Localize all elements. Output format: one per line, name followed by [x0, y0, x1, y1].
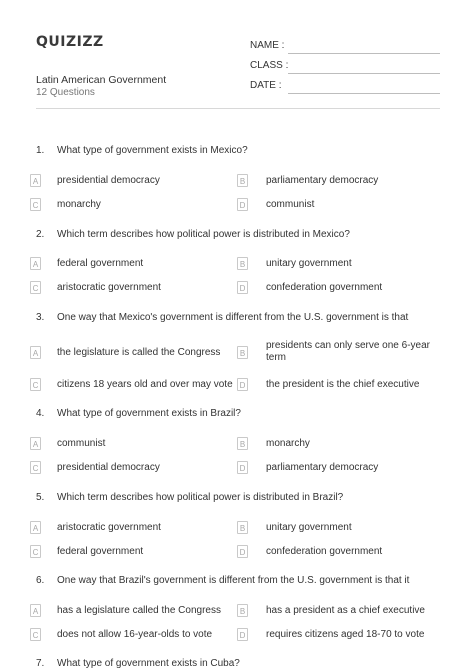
question-3-number: 3.	[36, 312, 45, 323]
name-label: NAME :	[250, 40, 285, 51]
class-line	[288, 73, 440, 74]
question-5-text: Which term describes how political power is distributed in Brazil?	[57, 492, 344, 503]
q6-option-b-box[interactable]: B	[237, 604, 248, 617]
question-4-text: What type of government exists in Brazil?	[57, 408, 241, 419]
question-5-number: 5.	[36, 492, 45, 503]
q4-option-b-box[interactable]: B	[237, 437, 248, 450]
question-7-number: 7.	[36, 658, 45, 669]
q4-option-a-text: communist	[57, 438, 106, 449]
q1-option-b-text: parliamentary democracy	[266, 175, 379, 186]
q6-option-a-box[interactable]: A	[30, 604, 41, 617]
question-2-text: Which term describes how political power is distributed in Mexico?	[57, 229, 350, 240]
question-1-text: What type of government exists in Mexico?	[57, 145, 248, 156]
q2-option-a-text: federal government	[57, 258, 144, 269]
q4-option-d-box[interactable]: D	[237, 461, 248, 474]
date-line	[288, 93, 440, 94]
question-1-number: 1.	[36, 145, 45, 156]
q3-option-b-box[interactable]: B	[237, 346, 248, 359]
quizizz-logo: QUIZIZZ	[36, 34, 104, 50]
q1-option-c-box[interactable]: C	[30, 198, 41, 211]
worksheet-title: Latin American Government	[36, 74, 167, 86]
question-7-text: What type of government exists in Cuba?	[57, 658, 240, 669]
q6-option-a-text: has a legislature called the Congress	[57, 605, 221, 616]
q2-option-b-text: unitary government	[266, 258, 352, 269]
q5-option-b-box[interactable]: B	[237, 521, 248, 534]
q4-option-c-box[interactable]: C	[30, 461, 41, 474]
q4-option-c-text: presidential democracy	[57, 462, 160, 473]
q2-option-c-box[interactable]: C	[30, 281, 41, 294]
q5-option-a-text: aristocratic government	[57, 522, 161, 533]
q1-option-d-text: communist	[266, 199, 315, 210]
q3-option-d-box[interactable]: D	[237, 378, 248, 391]
class-field[interactable]	[250, 60, 440, 74]
q1-option-c-text: monarchy	[57, 199, 101, 210]
date-field[interactable]	[250, 80, 440, 94]
q2-option-b-box[interactable]: B	[237, 257, 248, 270]
question-4-number: 4.	[36, 408, 45, 419]
q2-option-d-box[interactable]: D	[237, 281, 248, 294]
question-6-number: 6.	[36, 575, 45, 586]
q1-option-d-box[interactable]: D	[237, 198, 248, 211]
q4-option-d-text: parliamentary democracy	[266, 462, 379, 473]
question-count: 12 Questions	[36, 87, 95, 98]
question-2-number: 2.	[36, 229, 45, 240]
q3-option-c-text: citizens 18 years old and over may vote	[57, 379, 233, 390]
q2-option-d-text: confederation government	[266, 282, 383, 293]
q1-option-a-box[interactable]: A	[30, 174, 41, 187]
question-6-text: One way that Brazil's government is different from the U.S. government is that it	[57, 575, 410, 586]
q1-option-a-text: presidential democracy	[57, 175, 160, 186]
q5-option-d-box[interactable]: D	[237, 545, 248, 558]
q5-option-a-box[interactable]: A	[30, 521, 41, 534]
q2-option-c-text: aristocratic government	[57, 282, 161, 293]
q5-option-b-text: unitary government	[266, 522, 352, 533]
q6-option-c-box[interactable]: C	[30, 628, 41, 641]
q5-option-c-box[interactable]: C	[30, 545, 41, 558]
q2-option-a-box[interactable]: A	[30, 257, 41, 270]
class-label: CLASS :	[250, 60, 289, 71]
q3-option-c-box[interactable]: C	[30, 378, 41, 391]
question-3-text: One way that Mexico's government is different from the U.S. government is that	[57, 312, 409, 323]
q6-option-c-text: does not allow 16-year-olds to vote	[57, 629, 213, 640]
q6-option-d-box[interactable]: D	[237, 628, 248, 641]
name-line	[288, 53, 440, 54]
name-field[interactable]	[250, 40, 440, 54]
q5-option-d-text: confederation government	[266, 546, 383, 557]
q4-option-b-text: monarchy	[266, 438, 310, 449]
q3-option-b-text: presidents can only serve one 6-year term	[266, 340, 430, 363]
q6-option-b-text: has a president as a chief executive	[266, 605, 425, 616]
q5-option-c-text: federal government	[57, 546, 144, 557]
q3-option-a-box[interactable]: A	[30, 346, 41, 359]
q3-option-d-text: the president is the chief executive	[266, 379, 420, 390]
date-label: DATE :	[250, 80, 282, 91]
q6-option-d-text: requires citizens aged 18-70 to vote	[266, 629, 425, 640]
header-divider	[36, 108, 440, 109]
q4-option-a-box[interactable]: A	[30, 437, 41, 450]
q3-option-a-text: the legislature is called the Congress	[57, 347, 221, 358]
q1-option-b-box[interactable]: B	[237, 174, 248, 187]
